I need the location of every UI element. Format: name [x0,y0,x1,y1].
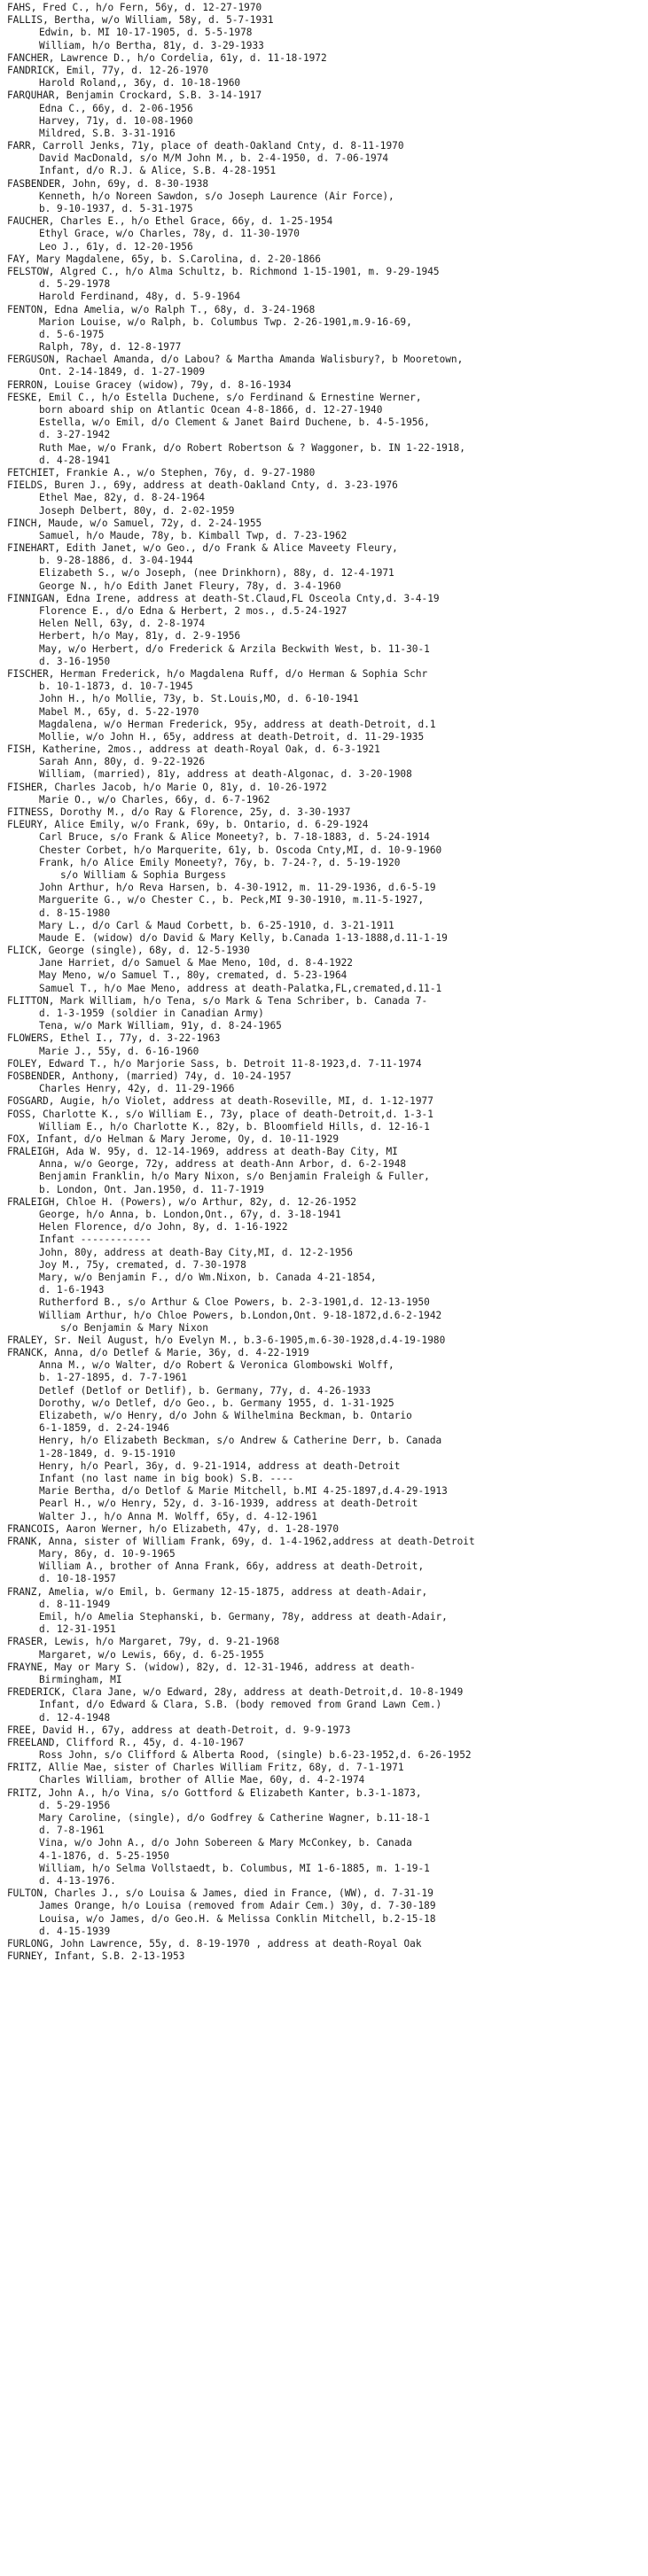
record-entry-line: FENTON, Edna Amelia, w/o Ralph T., 68y, d. 3-24-1968 [7,303,316,315]
record-continuation-line: Magdalena, w/o Herman Frederick, 95y, address at death-Detroit, d.1 [39,718,436,730]
record-continuation-line: Infant, d/o Edward & Clara, S.B. (body removed from Grand Lawn Cem.) [39,1699,442,1711]
record-continuation-line: Tena, w/o Mark William, 91y, d. 8-24-1965 [39,1020,282,1032]
record-continuation-line: 6-1-1859, d. 2-24-1946 [39,1422,169,1435]
record-continuation-line: Henry, h/o Pearl, 36y, d. 9-21-1914, address at death-Detroit [39,1459,401,1472]
record-entry-line: FANDRICK, Emil, 77y, d. 12-26-1970 [7,64,209,76]
record-continuation-line: s/o Benjamin & Mary Nixon [60,1321,208,1334]
record-continuation-line: Mary Caroline, (single), d/o Godfrey & Catherine Wagner, b.11-18-1 [39,1812,430,1824]
record-continuation-line: Margaret, w/o Lewis, 66y, d. 6-25-1955 [39,1648,264,1661]
record-continuation-line: Edna C., 66y, d. 2-06-1956 [39,102,193,114]
record-continuation-line: Ruth Mae, w/o Frank, d/o Robert Robertson & ? Waggoner, b. IN 1-22-1918, [39,441,465,454]
record-continuation-line: Joy M., 75y, cremated, d. 7-30-1978 [39,1258,246,1271]
record-continuation-line: d. 12-4-1948 [39,1711,111,1724]
record-continuation-line: 4-1-1876, d. 5-25-1950 [39,1849,169,1862]
record-entry-line: FOSBENDER, Anthony, (married) 74y, d. 10-24-1957 [7,1070,292,1082]
record-continuation-line: Mabel M., 65y, d. 5-22-1970 [39,705,199,718]
record-continuation-line: Marie J., 55y, d. 6-16-1960 [39,1045,199,1057]
record-continuation-line: Marion Louise, w/o Ralph, b. Columbus Twp. 2-26-1901,m.9-16-69, [39,315,412,328]
record-continuation-line: Anna M., w/o Walter, d/o Robert & Veronica Glombowski Wolff, [39,1359,394,1372]
record-entry-line: FRANK, Anna, sister of William Frank, 69y, d. 1-4-1962,address at death-Detroit [7,1535,475,1547]
record-continuation-line: Maude E. (widow) d/o David & Mary Kelly, b.Canada 1-13-1888,d.11-1-19 [39,931,448,944]
record-continuation-line: Herbert, h/o May, 81y, d. 2-9-1956 [39,630,241,642]
record-continuation-line: Samuel, h/o Maude, 78y, b. Kimball Twp, d. 7-23-1962 [39,529,347,541]
record-continuation-line: Vina, w/o John A., d/o John Sobereen & Mary McConkey, b. Canada [39,1837,412,1849]
record-entry-line: FISCHER, Herman Frederick, h/o Magdalena Ruff, d/o Herman & Sophia Schr [7,667,428,680]
record-continuation-line: Marie Bertha, d/o Detlof & Marie Mitchell, b.MI 4-25-1897,d.4-29-1913 [39,1485,448,1498]
record-continuation-line: William A., brother of Anna Frank, 66y, address at death-Detroit, [39,1560,425,1573]
record-continuation-line: b. 9-10-1937, d. 5-31-1975 [39,203,193,214]
record-continuation-line: Leo J., 61y, d. 12-20-1956 [39,240,193,253]
record-entry-line: FURNEY, Infant, S.B. 2-13-1953 [7,1950,185,1963]
record-continuation-line: Harold Roland,, 36y, d. 10-18-1960 [39,77,241,89]
record-continuation-line: Florence E., d/o Edna & Herbert, 2 mos., d.5-24-1927 [39,605,347,617]
record-entry-line: FITNESS, Dorothy M., d/o Ray & Florence, 25y, d. 3-30-1937 [7,806,351,818]
record-continuation-line: Birmingham, MI [39,1673,122,1685]
record-entry-line: FISH, Katherine, 2mos., address at death-Royal Oak, d. 6-3-1921 [7,743,380,756]
record-entry-line: FETCHIET, Frankie A., w/o Stephen, 76y, d. 9-27-1980 [7,466,316,479]
record-continuation-line: d. 5-6-1975 [39,328,105,340]
record-continuation-line: Estella, w/o Emil, d/o Clement & Janet Baird Duchene, b. 4-5-1956, [39,416,430,429]
record-entry-line: FRALEIGH, Chloe H. (Powers), w/o Arthur, 82y, d. 12-26-1952 [7,1195,357,1208]
record-continuation-line: d. 3-27-1942 [39,429,111,441]
record-entry-line: FERRON, Louise Gracey (widow), 79y, d. 8-16-1934 [7,378,292,391]
record-continuation-line: Edwin, b. MI 10-17-1905, d. 5-5-1978 [39,27,253,39]
record-entry-line: FAHS, Fred C., h/o Fern, 56y, d. 12-27-1970 [7,2,262,13]
record-continuation-line: George, h/o Anna, b. London,Ont., 67y, d. 3-18-1941 [39,1209,341,1220]
record-entry-line: FIELDS, Buren J., 69y, address at death-Oakland Cnty, d. 3-23-1976 [7,479,398,492]
record-continuation-line: John, 80y, address at death-Bay City,MI, d. 12-2-1956 [39,1246,353,1258]
record-continuation-line: William, h/o Selma Vollstaedt, b. Columbus, MI 1-6-1885, m. 1-19-1 [39,1862,430,1874]
record-continuation-line: Kenneth, h/o Noreen Sawdon, s/o Joseph Laurence (Air Force), [39,190,394,202]
record-continuation-line: b. London, Ont. Jan.1950, d. 11-7-1919 [39,1183,264,1195]
record-continuation-line: b. 1-27-1895, d. 7-7-1961 [39,1372,187,1384]
record-continuation-line: Samuel T., h/o Mae Meno, address at death-Palatka,FL,cremated,d.11-1 [39,982,442,994]
record-entry-line: FRALEY, Sr. Neil August, h/o Evelyn M., b.3-6-1905,m.6-30-1928,d.4-19-1980 [7,1334,446,1346]
record-continuation-line: 1-28-1849, d. 9-15-1910 [39,1447,176,1459]
record-entry-line: FURLONG, John Lawrence, 55y, d. 8-19-1970 , address at death-Royal Oak [7,1937,422,1950]
record-continuation-line: Louisa, w/o James, d/o Geo.H. & Melissa Conklin Mitchell, b.2-15-18 [39,1912,436,1925]
record-entry-line: FLITTON, Mark William, h/o Tena, s/o Mark & Tena Schriber, b. Canada 7- [7,994,428,1007]
record-continuation-line: d. 10-18-1957 [39,1573,116,1585]
record-continuation-line: Frank, h/o Alice Emily Moneety?, 76y, b. 7-24-?, d. 5-19-1920 [39,856,401,868]
record-entry-line: FREELAND, Clifford R., 45y, d. 4-10-1967 [7,1736,245,1748]
record-entry-line: FRANCK, Anna, d/o Detlef & Marie, 36y, d. 4-22-1919 [7,1347,309,1359]
record-continuation-line: Dorothy, w/o Detlef, d/o Geo., b. Germany 1955, d. 1-31-1925 [39,1397,394,1409]
record-entry-line: FELSTOW, Algred C., h/o Alma Schultz, b. Richmond 1-15-1901, m. 9-29-1945 [7,265,440,277]
record-continuation-line: d. 4-15-1939 [39,1925,111,1937]
record-entry-line: FARQUHAR, Benjamin Crockard, S.B. 3-14-1917 [7,89,262,102]
record-continuation-line: Charles Henry, 42y, d. 11-29-1966 [39,1083,235,1095]
record-continuation-line: William, (married), 81y, address at death-Algonac, d. 3-20-1908 [39,768,412,781]
record-continuation-line: Ethyl Grace, w/o Charles, 78y, d. 11-30-1970 [39,228,300,240]
record-continuation-line: Joseph Delbert, 80y, d. 2-02-1959 [39,504,235,517]
record-continuation-line: Elizabeth, w/o Henry, d/o John & Wilhelmina Beckman, b. Ontario [39,1410,412,1421]
record-entry-line: FOSS, Charlotte K., s/o William E., 73y, place of death-Detroit,d. 1-3-1 [7,1108,433,1120]
record-continuation-line: May Meno, w/o Samuel T., 80y, cremated, d. 5-23-1964 [39,969,347,982]
record-continuation-line: Walter J., h/o Anna M. Wolff, 65y, d. 4-12-1961 [39,1510,317,1522]
record-entry-line: FRASER, Lewis, h/o Margaret, 79y, d. 9-21-1968 [7,1636,280,1648]
record-entry-line: FARR, Carroll Jenks, 71y, place of death-Oakland Cnty, d. 8-11-1970 [7,140,404,152]
record-entry-line: FLEURY, Alice Emily, w/o Frank, 69y, b. Ontario, d. 6-29-1924 [7,819,369,831]
record-entry-line: FALLIS, Bertha, w/o William, 58y, d. 5-7-1931 [7,14,274,27]
record-continuation-line: d. 3-16-1950 [39,655,111,667]
record-entry-line: FRALEIGH, Ada W. 95y, d. 12-14-1969, address at death-Bay City, MI [7,1146,398,1158]
record-continuation-line: d. 1-3-1959 (soldier in Canadian Army) [39,1008,264,1019]
record-entry-line: FRAYNE, May or Mary S. (widow), 82y, d. 12-31-1946, address at death- [7,1661,416,1673]
record-entry-line: FAY, Mary Magdalene, 65y, b. S.Carolina, d. 2-20-1866 [7,253,321,265]
record-entry-line: FISHER, Charles Jacob, h/o Marie O, 81y, d. 10-26-1972 [7,781,327,793]
record-continuation-line: Rutherford B., s/o Arthur & Cloe Powers, b. 2-3-1901,d. 12-13-1950 [39,1296,430,1309]
record-continuation-line: d. 4-28-1941 [39,454,111,466]
record-continuation-line: Marguerite G., w/o Chester C., b. Peck,MI 9-30-1910, m.11-5-1927, [39,894,425,907]
record-continuation-line: Jane Harriet, d/o Samuel & Mae Meno, 10d, d. 8-4-1922 [39,957,353,969]
record-continuation-line: May, w/o Herbert, d/o Frederick & Arzila Beckwith West, b. 11-30-1 [39,642,430,655]
record-continuation-line: Mary L., d/o Carl & Maud Corbett, b. 6-25-1910, d. 3-21-1911 [39,919,394,931]
record-entry-line: FRITZ, John A., h/o Vina, s/o Gottford & Elizabeth Kanter, b.3-1-1873, [7,1786,422,1799]
record-continuation-line: Anna, w/o George, 72y, address at death-Ann Arbor, d. 6-2-1948 [39,1158,407,1171]
record-continuation-line: Ross John, s/o Clifford & Alberta Rood, (single) b.6-23-1952,d. 6-26-1952 [39,1749,472,1762]
record-entry-line: FANCHER, Lawrence D., h/o Cordelia, 61y, d. 11-18-1972 [7,51,327,64]
record-entry-line: FESKE, Emil C., h/o Estella Duchene, s/o Ferdinand & Ernestine Werner, [7,391,422,403]
record-entry-line: FREE, David H., 67y, address at death-Detroit, d. 9-9-1973 [7,1724,351,1736]
record-entry-line: FLOWERS, Ethel I., 77y, d. 3-22-1963 [7,1032,221,1045]
record-continuation-line: Mary, 86y, d. 10-9-1965 [39,1548,176,1560]
record-continuation-line: Ralph, 78y, d. 12-8-1977 [39,341,182,354]
record-entry-line: FERGUSON, Rachael Amanda, d/o Labou? & Martha Amanda Walisbury?, b Mooretown, [7,354,464,366]
record-continuation-line: Helen Florence, d/o John, 8y, d. 1-16-1922 [39,1221,288,1234]
record-entry-line: FRITZ, Allie Mae, sister of Charles William Fritz, 68y, d. 7-1-1971 [7,1762,404,1774]
record-continuation-line: Mildred, S.B. 3-31-1916 [39,127,176,139]
record-continuation-line: b. 9-28-1886, d. 3-04-1944 [39,555,193,567]
record-continuation-line: Harvey, 71y, d. 10-08-1960 [39,114,193,127]
record-continuation-line: Detlef (Detlof or Detlif), b. Germany, 77y, d. 4-26-1933 [39,1384,371,1397]
record-continuation-line: Emil, h/o Amelia Stephanski, b. Germany, 78y, address at death-Adair, [39,1611,448,1623]
record-continuation-line: d. 12-31-1951 [39,1623,116,1636]
record-continuation-line: Elizabeth S., w/o Joseph, (nee Drinkhorn), 88y, d. 12-4-1971 [39,567,394,580]
record-continuation-line: d. 5-29-1956 [39,1799,111,1811]
record-continuation-line: Infant, d/o R.J. & Alice, S.B. 4-28-1951 [39,165,277,177]
record-continuation-line: David MacDonald, s/o M/M John M., b. 2-4-1950, d. 7-06-1974 [39,152,389,165]
record-continuation-line: d. 8-11-1949 [39,1598,111,1610]
record-continuation-line: James Orange, h/o Louisa (removed from Adair Cem.) 30y, d. 7-30-189 [39,1900,436,1912]
record-continuation-line: d. 7-8-1961 [39,1825,105,1837]
record-continuation-line: b. 10-1-1873, d. 10-7-1945 [39,681,193,693]
record-entry-line: FULTON, Charles J., s/o Louisa & James, died in France, (WW), d. 7-31-19 [7,1887,433,1900]
record-continuation-line: John H., h/o Mollie, 73y, b. St.Louis,MO, d. 6-10-1941 [39,693,359,705]
record-continuation-line: Benjamin Franklin, h/o Mary Nixon, s/o Benjamin Fraleigh & Fuller, [39,1171,430,1183]
record-entry-line: FAUCHER, Charles E., h/o Ethel Grace, 66y, d. 1-25-1954 [7,215,333,228]
record-continuation-line: Mollie, w/o John H., 65y, address at death-Detroit, d. 11-29-1935 [39,730,425,743]
record-continuation-line: John Arthur, h/o Reva Harsen, b. 4-30-1912, m. 11-29-1936, d.6-5-19 [39,882,436,894]
record-entry-line: FRANCOIS, Aaron Werner, h/o Elizabeth, 47y, d. 1-28-1970 [7,1522,340,1535]
record-entry-line: FINNIGAN, Edna Irene, address at death-St.Claud,FL Osceola Cnty,d. 3-4-19 [7,592,440,604]
record-entry-line: FOSGARD, Augie, h/o Violet, address at death-Roseville, MI, d. 1-12-1977 [7,1095,433,1108]
record-entry-line: FOX, Infant, d/o Helman & Mary Jerome, Oy, d. 10-11-1929 [7,1132,340,1145]
record-continuation-line: William E., h/o Charlotte K., 82y, b. Bloomfield Hills, d. 12-16-1 [39,1120,430,1132]
record-continuation-line: d. 5-29-1978 [39,278,111,291]
record-entry-line: FASBENDER, John, 69y, d. 8-30-1938 [7,177,209,190]
record-continuation-line: Carl Bruce, s/o Frank & Alice Moneety?, b. 7-18-1883, d. 5-24-1914 [39,831,430,844]
record-entry-line: FOLEY, Edward T., h/o Marjorie Sass, b. Detroit 11-8-1923,d. 7-11-1974 [7,1057,422,1070]
record-continuation-line: Marie O., w/o Charles, 66y, d. 6-7-1962 [39,793,270,805]
record-continuation-line: William, h/o Bertha, 81y, d. 3-29-1933 [39,39,264,51]
record-entry-line: FINCH, Maude, w/o Samuel, 72y, d. 2-24-1955 [7,517,262,529]
record-continuation-line: Charles William, brother of Allie Mae, 60y, d. 4-2-1974 [39,1774,365,1786]
record-continuation-line: Ethel Mae, 82y, d. 8-24-1964 [39,492,206,504]
record-continuation-line: d. 1-6-1943 [39,1284,105,1296]
record-continuation-line: Sarah Ann, 80y, d. 9-22-1926 [39,756,206,768]
record-continuation-line: Helen Nell, 63y, d. 2-8-1974 [39,618,206,630]
record-continuation-line: William Arthur, h/o Chloe Powers, b.London,Ont. 9-18-1872,d.6-2-1942 [39,1309,442,1321]
record-continuation-line: d. 8-15-1980 [39,907,111,919]
record-continuation-line: Pearl H., w/o Henry, 52y, d. 3-16-1939, address at death-Detroit [39,1498,418,1510]
record-entry-line: FLICK, George (single), 68y, d. 12-5-1930 [7,945,250,957]
record-continuation-line: Harold Ferdinand, 48y, d. 5-9-1964 [39,291,241,303]
record-continuation-line: Henry, h/o Elizabeth Beckman, s/o Andrew & Catherine Derr, b. Canada [39,1435,442,1447]
record-entry-line: FREDERICK, Clara Jane, w/o Edward, 28y, address at death-Detroit,d. 10-8-1949 [7,1686,464,1699]
record-continuation-line: s/o William & Sophia Burgess [60,868,227,881]
record-entry-line: FRANZ, Amelia, w/o Emil, b. Germany 12-15-1875, address at death-Adair, [7,1585,428,1598]
record-continuation-line: George N., h/o Edith Janet Fleury, 78y, d. 3-4-1960 [39,580,341,592]
record-continuation-line: d. 4-13-1976. [39,1874,116,1887]
record-entry-line: FINEHART, Edith Janet, w/o Geo., d/o Frank & Alice Maveety Fleury, [7,542,398,555]
record-continuation-line: Mary, w/o Benjamin F., d/o Wm.Nixon, b. Canada 4-21-1854, [39,1271,377,1283]
record-continuation-line: born aboard ship on Atlantic Ocean 4-8-1866, d. 12-27-1940 [39,404,383,416]
record-continuation-line: Chester Corbet, h/o Marquerite, 61y, b. Oscoda Cnty,MI, d. 10-9-1960 [39,844,442,856]
record-continuation-line: Ont. 2-14-1849, d. 1-27-1909 [39,366,206,378]
record-continuation-line: Infant (no last name in big book) S.B. ---- [39,1472,294,1484]
record-continuation-line: Infant ------------ [39,1234,152,1246]
